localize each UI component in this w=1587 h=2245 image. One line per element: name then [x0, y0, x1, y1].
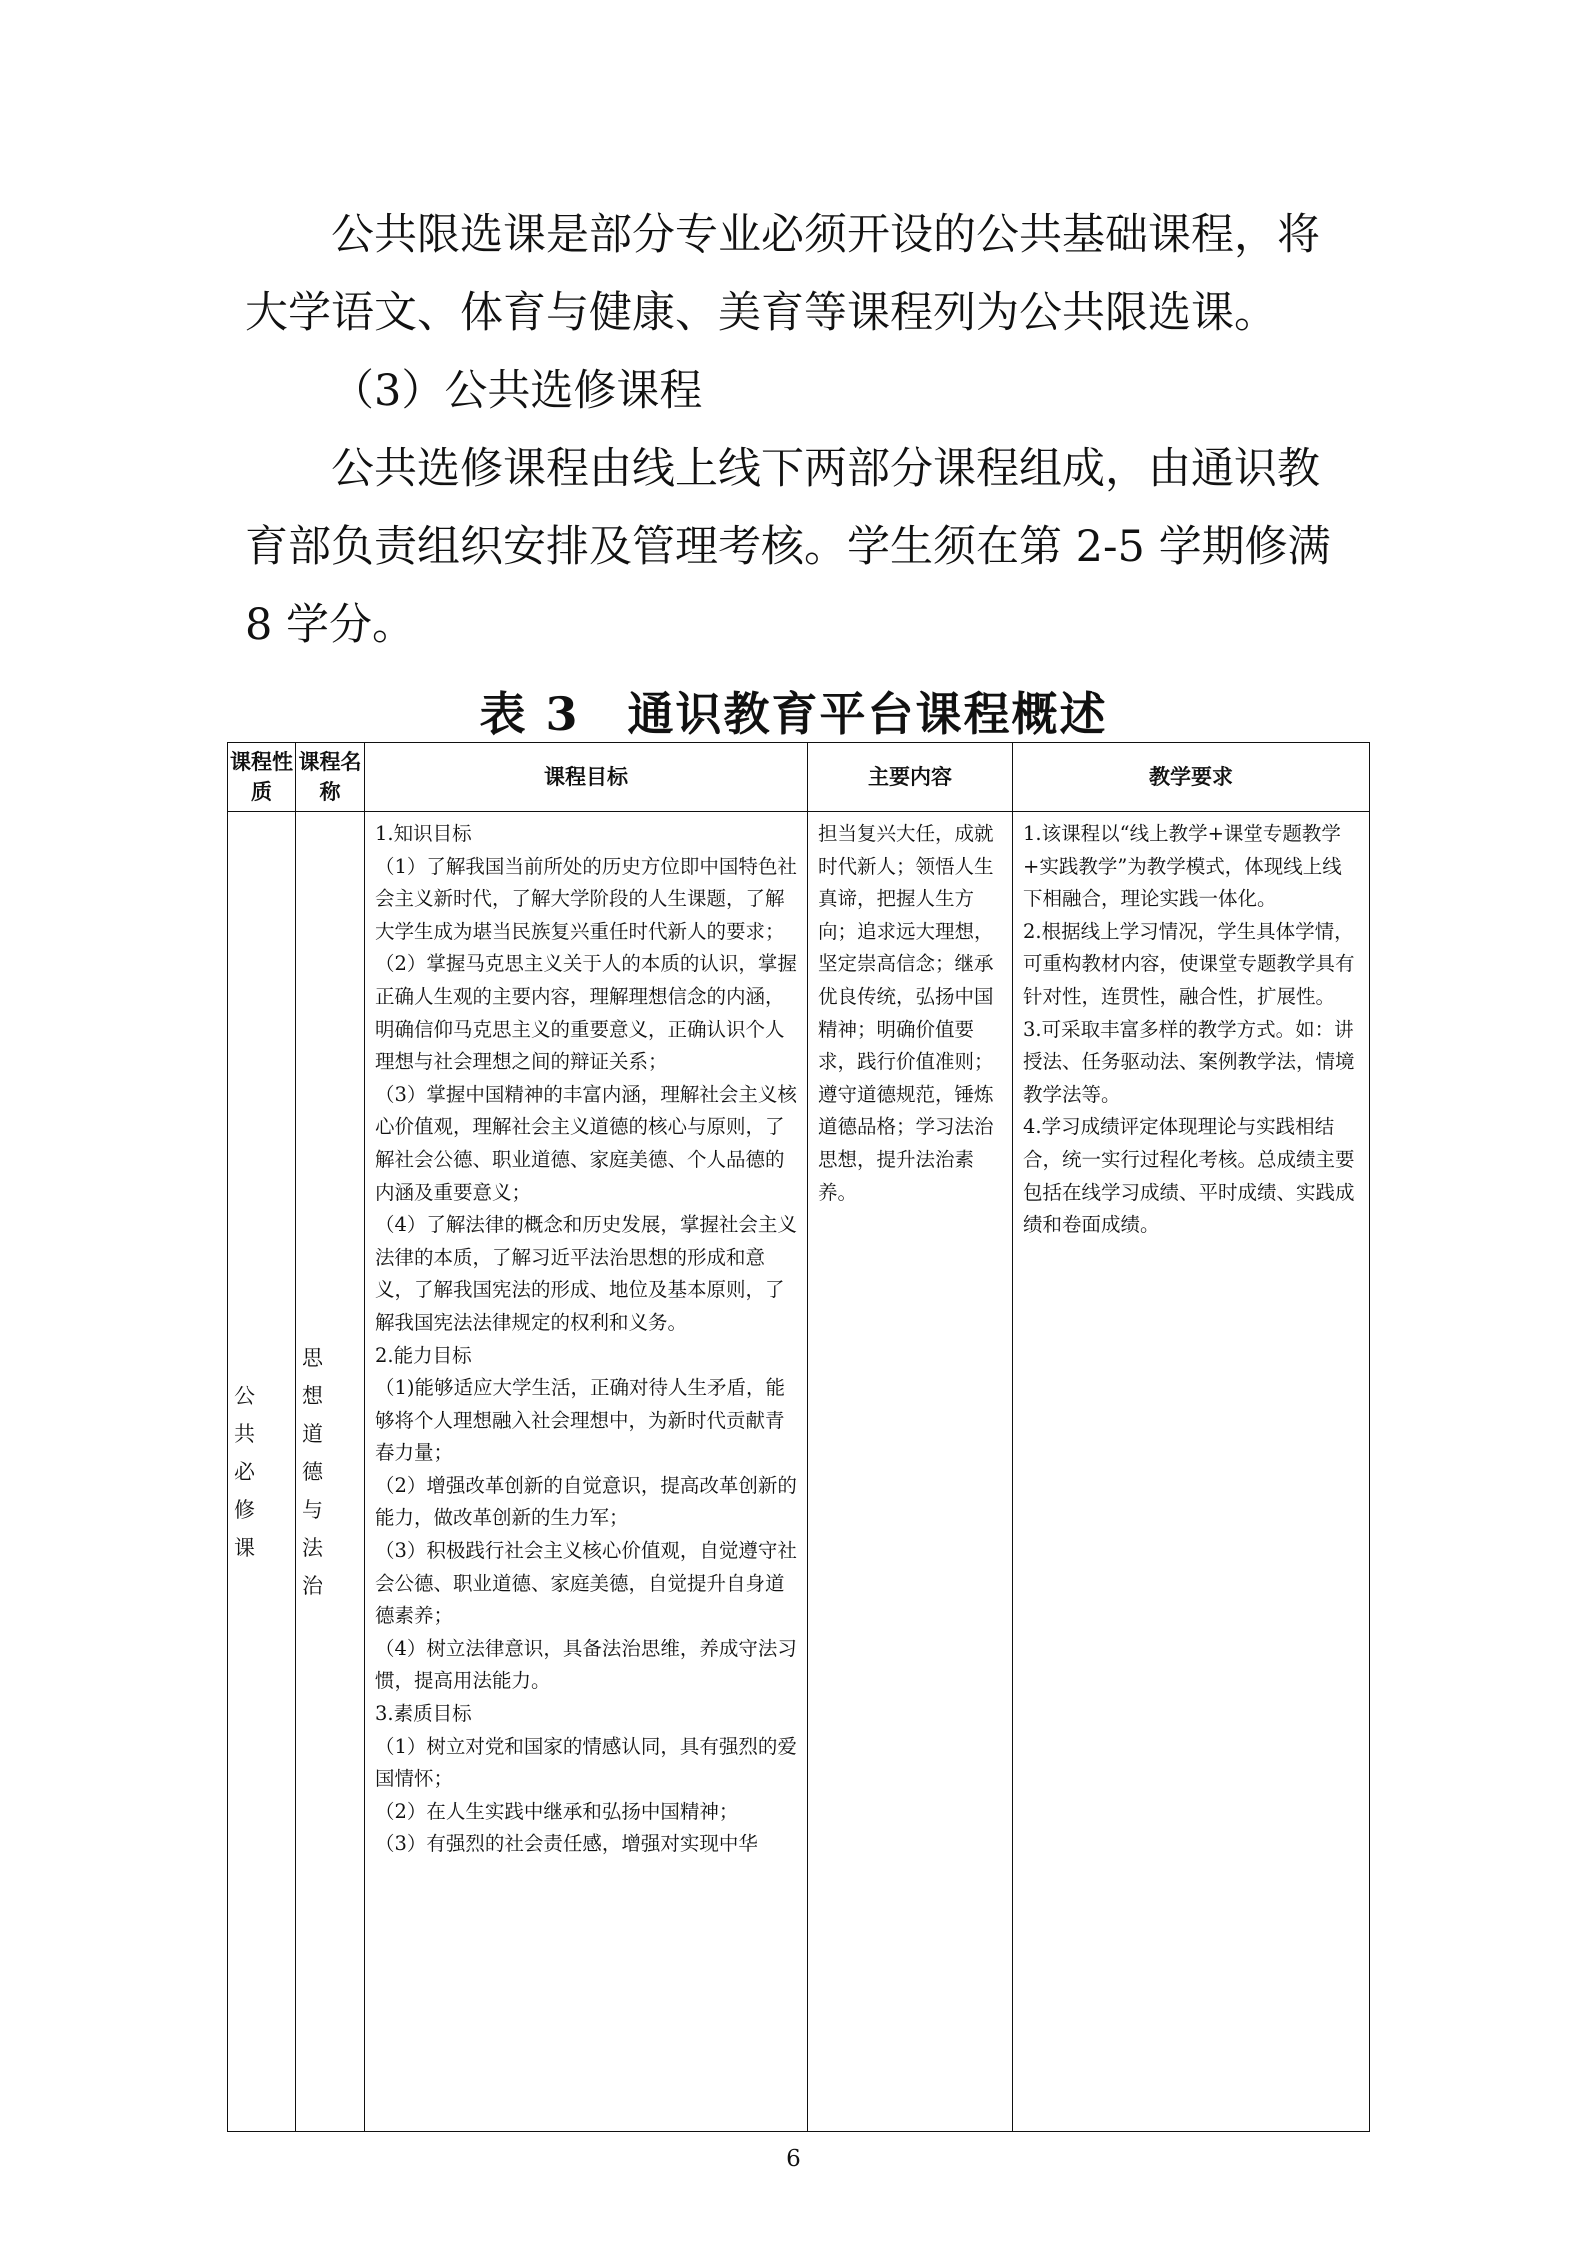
course-goal-item: （2）掌握马克思主义关于人的本质的认识，掌握正确人生观的主要内容，理解理想信念的内涵，明确信仰马克思主义的重要意义，正确认识个人理想与社会理想之间的辩证关系； [375, 952, 797, 1074]
main-content-cell [808, 812, 1013, 2132]
course-goals-list [365, 812, 807, 1861]
course-goal-item: （2）增强改革创新的自觉意识，提高改革创新的能力，做改革创新的生力军； [375, 1473, 797, 1530]
table-header-row [228, 743, 1370, 812]
page-number: 6 [786, 2146, 801, 2172]
course-goal-item: （3）掌握中国精神的丰富内涵，理解社会主义核心价值观，理解社会主义道德的核心与原则，了解社会公德、职业道德、家庭美德、个人品德的内涵及重要意义； [375, 1082, 797, 1204]
course-goal-item: （1）树立对党和国家的情感认同，具有强烈的爱国情怀； [375, 1734, 797, 1791]
course-goal-item: （4）树立法律意识，具备法治思维，养成守法习惯，提高用法能力。 [375, 1636, 797, 1693]
course-name-cell: 思想道德与法治 [296, 812, 365, 2132]
course-goals-cell [365, 812, 808, 2132]
teaching-requirement-item: 1.该课程以“线上教学+课堂专题教学+实践教学”为教学模式，体现线上线下相融合，理论实践一体化。 [1023, 822, 1342, 911]
course-goal-item: 2.能力目标 [375, 1343, 472, 1367]
course-nature-cell: 公共必修课 [228, 812, 296, 2132]
header-course-nature: 课程性质 [228, 743, 296, 812]
header-course-goals: 课程目标 [365, 743, 808, 812]
course-goal-item: 3.素质目标 [375, 1702, 472, 1726]
header-main-content: 主要内容 [808, 743, 1013, 812]
paragraph-public-electives: 公共选修课程由线上线下两部分课程组成，由通识教育部负责组织安排及管理考核。学生须在第 2-5 学期修满 8 学分。 [245, 444, 1331, 650]
course-goal-item: （1)能够适应大学生活，正确对待人生矛盾，能够将个人理想融入社会理想中，为新时代贡献青春力量； [375, 1376, 786, 1465]
section-heading-public-electives: （3）公共选修课程 [331, 366, 703, 416]
header-course-name: 课程名称 [296, 743, 365, 812]
paragraph-limited-electives: 公共限选课是部分专业必须开设的公共基础课程，将大学语文、体育与健康、美育等课程列为公共限选课。 [245, 210, 1320, 338]
course-goal-item: （3）有强烈的社会责任感，增强对实现中华 [375, 1832, 758, 1856]
header-teaching-requirements: 教学要求 [1013, 743, 1370, 812]
main-content-text: 担当复兴大任，成就时代新人；领悟人生真谛，把握人生方向；追求远大理想，坚定崇高信念；继承优良传统，弘扬中国精神；明确价值要求，践行价值准则；遵守道德规范，锤炼道德品格；学习法治思想，提升法治素养。 [818, 822, 994, 1204]
course-goal-item: （2）在人生实践中继承和弘扬中国精神； [375, 1799, 739, 1823]
teaching-requirement-item: 3.可采取丰富多样的教学方式。如：讲授法、任务驱动法、案例教学法，情境教学法等。 [1023, 1017, 1355, 1106]
course-goal-item: （4）了解法律的概念和历史发展，掌握社会主义法律的本质，了解习近平法治思想的形成和意义，了解我国宪法的形成、地位及基本原则，了解我国宪法法律规定的权利和义务。 [375, 1213, 797, 1334]
course-goal-item: （1）了解我国当前所处的历史方位即中国特色社会主义新时代，了解大学阶段的人生课题，了解大学生成为堪当民族复兴重任时代新人的要求； [375, 854, 797, 943]
course-overview-table [227, 742, 1370, 2132]
teaching-requirements-list [1013, 812, 1369, 1242]
course-goal-item: 1.知识目标 [375, 822, 472, 845]
teaching-requirement-item: 4.学习成绩评定体现理论与实践相结合，统一实行过程化考核。总成绩主要包括在线学习成绩、平时成绩、实践成绩和卷面成绩。 [1023, 1115, 1355, 1237]
teaching-requirements-cell [1013, 812, 1370, 2132]
teaching-requirement-item: 2.根据线上学习情况，学生具体学情，可重构教材内容，使课堂专题教学具有针对性，连贯性，融合性，扩展性。 [1023, 919, 1355, 1008]
table-row [228, 812, 1370, 2132]
course-goal-item: （3）积极践行社会主义核心价值观，自觉遵守社会公德、职业道德、家庭美德，自觉提升自身道德素养； [375, 1539, 797, 1628]
table-title: 表 3 通识教育平台课程概述 [479, 687, 1108, 741]
